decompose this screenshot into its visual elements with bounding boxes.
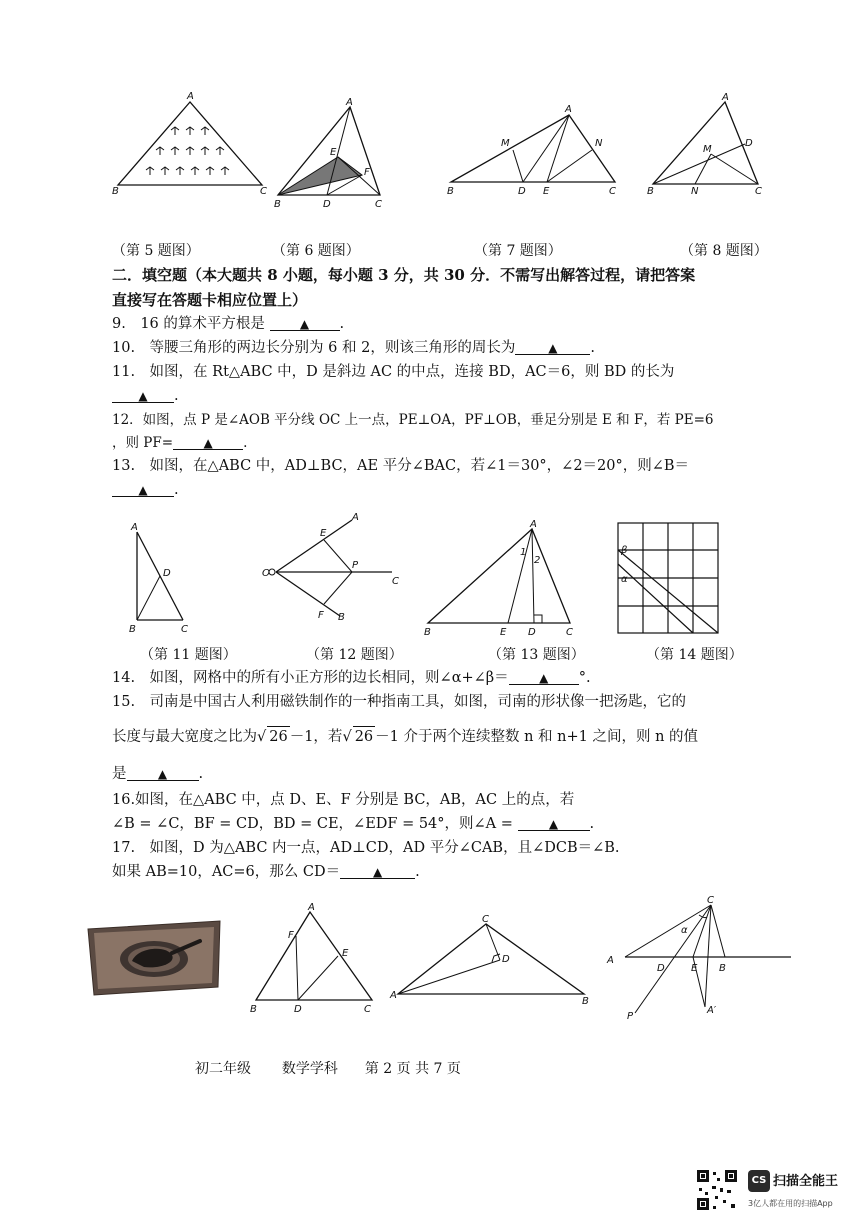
q15-sqrt-1: 26 <box>267 726 289 747</box>
figure-17 <box>388 910 598 1005</box>
q12-text: ，则 PF= <box>112 435 174 451</box>
fig18-label-b: B <box>719 963 726 974</box>
figure-18 <box>603 895 798 1025</box>
caption-fig6: （第 6 题图） <box>272 243 360 259</box>
q15-sqrt-2: 26 <box>353 726 375 747</box>
scanner-logo-icon: CS <box>748 1170 770 1192</box>
fig13-label-b: B <box>424 627 431 638</box>
q11-answer-blank[interactable] <box>112 386 174 403</box>
footer-grade: 初二年级 <box>195 1061 251 1077</box>
fig17-label-a: A <box>390 990 397 1001</box>
caption-fig5: （第 5 题图） <box>112 243 200 259</box>
q15-end: . <box>198 766 204 782</box>
fig11-label-d: D <box>163 568 171 579</box>
question-17-line2 <box>112 862 420 882</box>
fig18-label-a: A <box>607 955 614 966</box>
fig7-label-c: C <box>609 186 616 197</box>
section-title-line2: 直接写在答题卡相应位置上） <box>112 291 308 309</box>
fig13-label-a: A <box>530 519 537 530</box>
fig8-label-m: M <box>703 144 712 155</box>
fig17-label-c: C <box>482 914 489 925</box>
sinan-compass-image <box>80 915 225 1000</box>
fig8-label-d: D <box>745 138 753 149</box>
fig7-label-b: B <box>447 186 454 197</box>
caption-fig7: （第 7 题图） <box>474 243 562 259</box>
fig16-label-e: E <box>342 948 349 959</box>
q10-end: . <box>590 340 595 356</box>
qr-code-icon <box>695 1168 739 1212</box>
q16-answer-blank[interactable] <box>518 814 590 831</box>
fig6-label-e: E <box>330 147 337 158</box>
fig7-label-e: E <box>543 186 550 197</box>
figure-7 <box>445 100 630 195</box>
fig11-label-b: B <box>129 624 136 635</box>
q9-answer-blank[interactable] <box>270 314 340 331</box>
q13-end: . <box>174 482 179 498</box>
fig12-label-f: F <box>318 610 324 621</box>
section-title-line1: 二．填空题（本大题共 8 小题，每小题 3 分，共 30 分．不需写出解答过程，请把答案 <box>112 266 696 284</box>
question-16-line2 <box>112 814 594 834</box>
q13-mark: ▲ <box>138 483 148 497</box>
q12-end: . <box>243 435 248 451</box>
fig11-label-c: C <box>181 624 188 635</box>
fig13-label-e: E <box>500 627 507 638</box>
fig7-label-a: A <box>565 104 572 115</box>
fig12-label-c: C <box>392 576 399 587</box>
caption-fig13: （第 13 题图） <box>488 647 585 663</box>
fig18-label-c: C <box>707 895 714 906</box>
fig17-label-b: B <box>582 996 589 1007</box>
scanner-app-name: 扫描全能王 <box>773 1174 839 1189</box>
fig8-label-a: A <box>722 92 729 103</box>
fig12-label-o: O <box>262 568 270 579</box>
fig11-label-a: A <box>131 522 138 533</box>
q14-mark: ▲ <box>539 671 549 685</box>
figure-13 <box>420 515 585 640</box>
fig6-label-d: D <box>323 199 331 210</box>
question-12-line1: 12．如图，点 P 是∠AOB 平分线 OC 上一点，PE⊥OA，PF⊥OB，垂足分别是 E 和 F，若 PE=6 <box>112 412 714 428</box>
fig12-label-e: E <box>320 528 327 539</box>
fig8-label-n: N <box>691 186 699 197</box>
q10-answer-blank[interactable] <box>515 338 590 355</box>
q10-text: 10. 等腰三角形的两边长分别为 6 和 2，则该三角形的周长为 <box>112 340 516 356</box>
fig18-label-p: P <box>627 1011 634 1022</box>
fig16-label-c: C <box>364 1004 371 1015</box>
q11-end: . <box>174 388 179 404</box>
q9-end: . <box>339 316 345 332</box>
fig16-label-d: D <box>294 1004 302 1015</box>
question-14 <box>112 668 591 688</box>
question-15-line3 <box>112 764 203 784</box>
question-13-line2 <box>112 480 179 500</box>
fig6-label-b: B <box>274 199 281 210</box>
fig6-label-a: A <box>346 97 353 108</box>
question-10 <box>112 338 595 358</box>
figure-14 <box>615 520 725 635</box>
fig12-label-b: B <box>338 612 345 623</box>
question-11-line1: 11. 如图，在 Rt△ABC 中，D 是斜边 AC 的中点，连接 BD，AC＝6，则 BD 的长为 <box>112 364 675 380</box>
caption-fig11: （第 11 题图） <box>140 647 237 663</box>
question-15-line1: 15. 司南是中国古人利用磁铁制作的一种指南工具，如图，司南的形状像一把汤匙，它的 <box>112 694 687 710</box>
fig18-label-d: D <box>657 963 665 974</box>
figure-12 <box>262 508 412 623</box>
fig7-label-m: M <box>501 138 510 149</box>
fig5-label-a: A <box>187 91 194 102</box>
figure-5 <box>110 90 270 200</box>
fig13-label-d: D <box>528 627 536 638</box>
fig5-label-b: B <box>112 186 119 197</box>
q16-mark: ▲ <box>548 817 559 831</box>
question-13-line1: 13. 如图，在△ABC 中，AD⊥BC，AE 平分∠BAC，若∠1＝30°，∠2＝20°，则∠B＝ <box>112 458 690 474</box>
q17-end: . <box>415 864 420 880</box>
question-16-line1: 16.如图，在△ABC 中，点 D、E、F 分别是 BC，AB，AC 上的点，若 <box>112 792 575 808</box>
q10-mark: ▲ <box>548 341 558 355</box>
q12-answer-blank[interactable] <box>173 433 243 450</box>
fig6-label-f: F <box>364 167 370 178</box>
question-11-line2 <box>112 386 179 406</box>
q15-text-d: 是 <box>112 766 127 782</box>
question-15-line2: 长度与最大宽度之比为√ 26 －1，若√ 26 －1 介于两个连续整数 n 和 n+1 之间，则 n 的值 <box>112 726 698 747</box>
q15-text-a: 长度与最大宽度之比为 <box>112 729 257 745</box>
fig8-label-b: B <box>647 186 654 197</box>
figure-8 <box>645 92 775 197</box>
q12-mark: ▲ <box>203 436 213 450</box>
q9-text: 9. 16 的算术平方根是 <box>112 316 270 332</box>
fig17-label-d: D <box>502 954 510 965</box>
footer-page-number: 第 2 页 共 7 页 <box>364 1061 461 1077</box>
question-17-line1: 17. 如图，D 为△ABC 内一点，AD⊥CD，AD 平分∠CAB，且∠DCB＝∠B. <box>112 840 620 856</box>
fig16-label-f: F <box>288 930 294 941</box>
q15-text-b: －1，若 <box>289 729 343 745</box>
fig18-label-ap: A′ <box>707 1005 717 1016</box>
q16-text: ∠B = ∠C，BF = CD，BD = CE，∠EDF = 54°，则∠A = <box>112 816 518 832</box>
figure-16 <box>248 900 378 1015</box>
fig18-label-e: E <box>691 963 698 974</box>
q16-end: . <box>589 816 595 832</box>
q14-answer-blank[interactable] <box>509 668 579 685</box>
q15-answer-blank[interactable] <box>127 764 199 781</box>
fig13-label-2: 2 <box>534 555 541 566</box>
question-12-line2 <box>112 433 247 453</box>
caption-fig14: （第 14 题图） <box>646 647 743 663</box>
q17-answer-blank[interactable] <box>340 862 415 879</box>
q14-text: 14. 如图，网格中的所有小正方形的边长相同，则∠α+∠β＝ <box>112 670 509 686</box>
fig13-label-1: 1 <box>520 547 527 558</box>
fig13-label-c: C <box>566 627 573 638</box>
fig6-label-c: C <box>375 199 382 210</box>
scanner-app-slogan: 3亿人都在用的扫描App <box>748 1199 833 1208</box>
q9-mark: ▲ <box>299 317 310 331</box>
fig12-label-p: P <box>352 560 359 571</box>
fig8-label-c: C <box>755 186 762 197</box>
caption-fig12: （第 12 题图） <box>306 647 403 663</box>
fig16-label-b: B <box>250 1004 257 1015</box>
footer-subject: 数学学科 <box>281 1061 338 1077</box>
q15-text-c: －1 介于两个连续整数 n 和 n+1 之间，则 n 的值 <box>375 729 699 745</box>
fig16-label-a: A <box>308 902 315 913</box>
q17-text: 如果 AB=10，AC=6，那么 CD＝ <box>112 864 341 880</box>
fig18-label-alpha: α <box>681 925 688 936</box>
fig7-label-n: N <box>595 138 603 149</box>
q11-mark: ▲ <box>138 389 148 403</box>
q17-mark: ▲ <box>372 865 383 879</box>
fig5-label-c: C <box>260 186 267 197</box>
figure-11 <box>125 520 195 635</box>
fig14-label-beta: β <box>621 545 628 556</box>
question-9 <box>112 314 344 334</box>
fig12-label-a: A <box>352 512 359 523</box>
q14-end: °. <box>578 670 591 686</box>
caption-fig8: （第 8 题图） <box>680 243 768 259</box>
figure-6 <box>272 95 392 210</box>
q15-mark: ▲ <box>157 767 168 781</box>
fig14-label-alpha: α <box>621 574 628 585</box>
page-footer <box>195 1058 461 1078</box>
fig7-label-d: D <box>518 186 526 197</box>
q13-answer-blank[interactable] <box>112 480 174 497</box>
